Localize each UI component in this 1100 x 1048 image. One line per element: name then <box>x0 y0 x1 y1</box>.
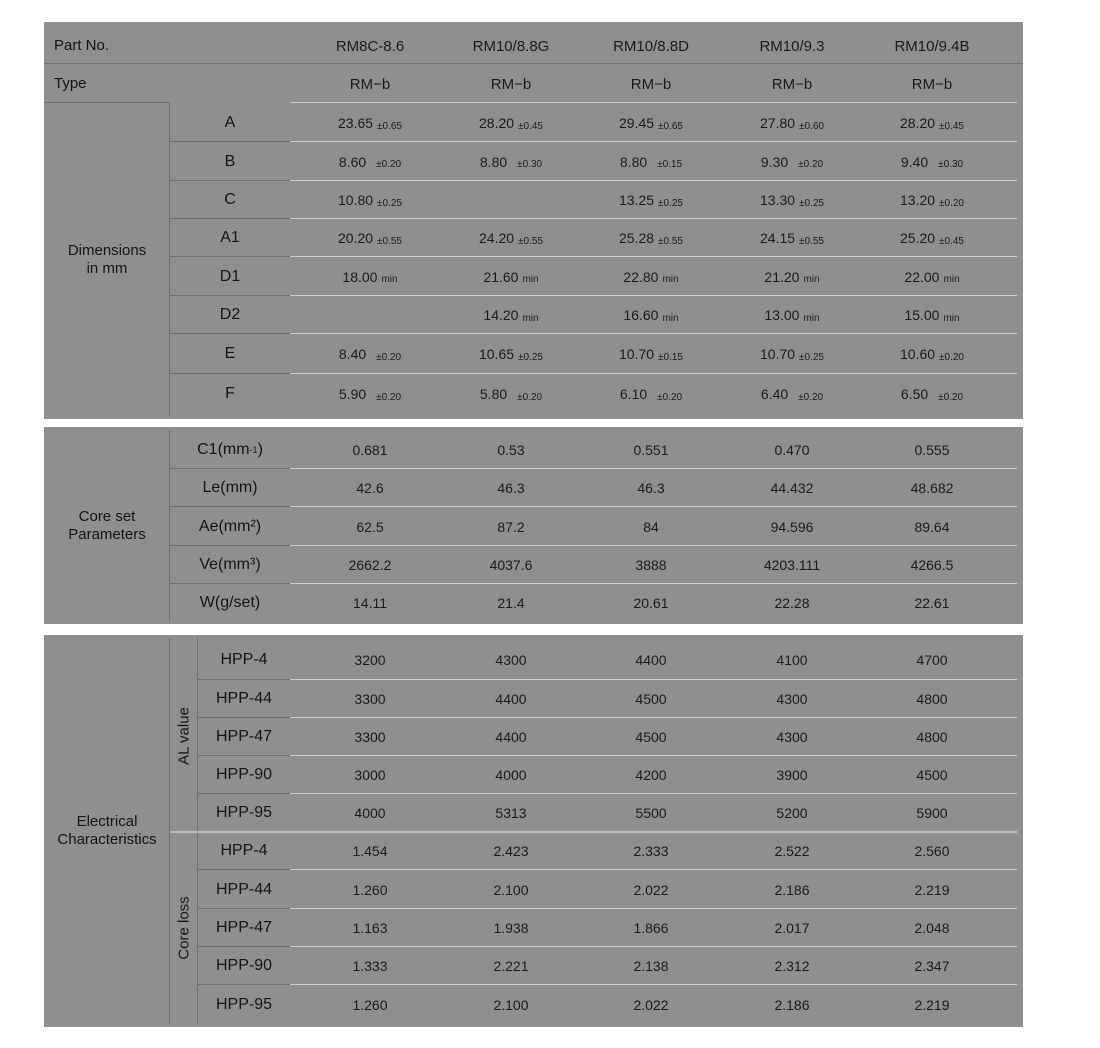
value: 24.20 <box>479 230 515 246</box>
tolerance: ±0.20 <box>939 197 964 209</box>
core-loss-row-label: HPP-47 <box>215 919 273 936</box>
dimension-value <box>862 181 1002 219</box>
dimension-value <box>581 374 721 414</box>
value: 10.70 <box>619 346 655 362</box>
value: 15.00 <box>904 307 940 323</box>
core-loss-value: 2.022 <box>633 881 669 898</box>
value: 8.40 <box>338 346 367 362</box>
dimension-value <box>722 296 862 334</box>
dimension-row-label: B <box>224 152 236 170</box>
value: 10.80 <box>338 192 374 208</box>
dimension-row-label: A <box>224 114 236 131</box>
core-loss-value: 2.219 <box>914 996 950 1013</box>
label-text: Ve(mm³) <box>199 556 261 573</box>
dimension-value <box>722 104 862 142</box>
tolerance: min <box>662 274 679 285</box>
dimension-value <box>862 296 1002 334</box>
value: 10.60 <box>900 346 936 362</box>
al-value-value: 4100 <box>776 652 808 668</box>
part-number-header: RM10/8.8G <box>472 37 550 55</box>
tolerance: min <box>522 312 539 324</box>
type-value: RM−b <box>630 75 672 93</box>
tolerance: ±0.55 <box>518 235 543 247</box>
value: 28.20 <box>900 115 936 131</box>
al-value-row-label: HPP-44 <box>215 690 273 707</box>
tolerance: ±0.20 <box>376 351 402 363</box>
divider-type <box>44 102 170 103</box>
value: 8.80 <box>479 153 508 170</box>
dimension-row-label: D2 <box>219 306 241 323</box>
tolerance: min <box>662 312 679 324</box>
tolerance: ±0.65 <box>658 120 683 132</box>
core-set-value: 22.61 <box>914 594 950 611</box>
dimension-value <box>441 374 581 414</box>
core-set-value: 14.11 <box>353 594 387 611</box>
core-set-value: 0.681 <box>352 441 388 458</box>
core-set-value: 46.3 <box>497 480 525 496</box>
tolerance: ±0.25 <box>658 197 683 209</box>
al-value-row-label: HPP-90 <box>215 766 273 783</box>
core-loss-value: 2.221 <box>493 958 529 974</box>
dimension-value <box>300 104 440 142</box>
dimension-value <box>581 296 721 334</box>
label-text: W(g/set) <box>199 593 261 611</box>
value: 13.20 <box>900 192 936 208</box>
al-value-value: 4800 <box>916 729 948 745</box>
dimension-value <box>862 257 1002 296</box>
dimension-row-label: D1 <box>219 267 241 285</box>
value: 28.20 <box>479 115 515 131</box>
al-value-value: 4300 <box>776 729 808 745</box>
value: 23.65 <box>338 115 374 131</box>
al-value-value: 5500 <box>635 805 667 821</box>
tolerance: ±0.20 <box>657 391 683 403</box>
dimension-value <box>441 334 581 374</box>
core-set-value: 42.6 <box>356 480 384 496</box>
value: 13.00 <box>764 307 800 323</box>
value: 21.20 <box>764 268 800 285</box>
tolerance: ±0.60 <box>799 120 824 132</box>
core-set-value: 44.432 <box>770 480 814 496</box>
core-set-value: 87.2 <box>497 518 525 535</box>
value: 8.60 <box>338 153 367 170</box>
type-value: RM−b <box>771 75 813 93</box>
core-set-value: 4037.6 <box>489 557 533 573</box>
al-value-row-label: HPP-4 <box>220 651 268 668</box>
value: 6.50 <box>900 386 929 402</box>
al-value-value: 5313 <box>495 805 527 821</box>
dimension-row-label: E <box>224 345 236 362</box>
dimension-row-label: A1 <box>220 229 240 246</box>
core-set-value: 3888 <box>635 557 667 573</box>
core-loss-value: 1.454 <box>352 843 388 859</box>
dimension-value <box>441 142 581 181</box>
dimension-value <box>581 104 721 142</box>
dimensions-group-label: Dimensions in mm <box>67 242 147 277</box>
tolerance: ±0.45 <box>518 120 543 132</box>
al-value-value: 3000 <box>354 767 386 783</box>
core-set-value: 0.551 <box>633 441 669 458</box>
core-set-value: 48.682 <box>910 480 954 496</box>
core-loss-value: 1.938 <box>493 920 529 936</box>
al-value-value: 4800 <box>916 691 948 707</box>
value: 20.20 <box>338 230 374 246</box>
al-value-value: 3300 <box>354 729 386 745</box>
core-set-group-label: Core set Parameters <box>68 507 146 543</box>
label-text: Ae(mm²) <box>198 517 262 535</box>
tolerance: ±0.45 <box>939 235 964 247</box>
al-value-value: 5200 <box>776 805 808 821</box>
value: 21.60 <box>483 268 519 285</box>
value: 6.40 <box>760 386 789 402</box>
dimension-value <box>862 334 1002 374</box>
tolerance: min <box>803 312 820 324</box>
value: 14.20 <box>483 307 519 323</box>
dimension-row-label: C <box>224 191 236 208</box>
dimension-value <box>862 142 1002 181</box>
al-value-value: 4700 <box>916 652 948 668</box>
core-loss-value: 2.138 <box>633 958 669 974</box>
core-loss-row-label: HPP-95 <box>215 995 273 1013</box>
core-set-value: 89.64 <box>914 518 950 535</box>
tolerance: ±0.30 <box>517 159 543 170</box>
dimension-value <box>441 181 581 219</box>
core-loss-value: 2.100 <box>493 996 529 1013</box>
value: 22.80 <box>623 268 659 285</box>
al-value-value: 4300 <box>495 652 527 668</box>
dimension-value <box>722 257 862 296</box>
tolerance: ±0.20 <box>517 391 543 403</box>
dimension-value <box>441 104 581 142</box>
value: 16.60 <box>623 307 659 323</box>
core-loss-value: 2.022 <box>633 996 669 1013</box>
core-loss-value: 2.423 <box>493 843 529 859</box>
tolerance: ±0.20 <box>798 391 824 403</box>
core-set-value: 84 <box>643 518 659 535</box>
tolerance: min <box>381 274 398 285</box>
tolerance: ±0.25 <box>799 351 824 363</box>
dimension-value <box>441 296 581 334</box>
core-set-value: 0.470 <box>774 441 810 458</box>
part-number-header: RM10/9.4B <box>894 37 970 55</box>
dimension-value <box>300 219 440 257</box>
type-value: RM−b <box>911 75 953 93</box>
value: 18.00 <box>342 268 378 285</box>
dimension-value <box>862 104 1002 142</box>
row-divider <box>290 102 1017 103</box>
core-loss-row-label: HPP-44 <box>215 880 273 898</box>
dimension-value <box>300 296 440 334</box>
dimension-value <box>722 334 862 374</box>
tolerance: ±0.20 <box>939 351 964 363</box>
type-value: RM−b <box>349 75 391 93</box>
tolerance: ±0.15 <box>658 351 683 363</box>
type-label: Type <box>54 74 87 92</box>
dimension-value <box>441 219 581 257</box>
value: 25.20 <box>900 230 936 246</box>
al-value-value: 3200 <box>354 652 386 668</box>
al-value-row-label: HPP-47 <box>215 728 273 745</box>
tolerance: ±0.65 <box>377 120 402 132</box>
core-loss-value: 1.333 <box>352 958 388 974</box>
value: 27.80 <box>760 115 796 131</box>
core-loss-row-label: HPP-90 <box>215 957 273 974</box>
part-number-header: RM10/8.8D <box>613 37 689 55</box>
dimension-value <box>300 142 440 181</box>
core-set-row-label <box>170 584 290 621</box>
core-set-value: 4203.111 <box>763 557 821 573</box>
al-value-value: 4400 <box>635 652 667 668</box>
core-set-value: 0.53 <box>497 441 525 458</box>
tolerance: ±0.25 <box>518 351 543 363</box>
al-value-value: 4300 <box>776 691 808 707</box>
electrical-group-label: Electrical Characteristics <box>57 813 157 848</box>
tolerance: ±0.20 <box>376 391 402 403</box>
core-loss-value: 2.333 <box>633 843 669 859</box>
tolerance: ±0.20 <box>376 159 402 170</box>
label-text: Le(mm) <box>202 479 258 496</box>
tolerance: min <box>803 274 820 285</box>
core-set-value: 46.3 <box>637 480 665 496</box>
type-value: RM−b <box>490 75 532 93</box>
value: 5.90 <box>338 386 367 402</box>
tolerance: ±0.55 <box>658 235 683 247</box>
core-loss-label: Core loss <box>175 896 193 960</box>
part-no-label: Part No. <box>54 36 110 54</box>
tolerance: ±0.55 <box>799 235 824 247</box>
dimension-value <box>862 219 1002 257</box>
core-loss-value: 2.017 <box>774 920 810 936</box>
dimension-value <box>581 181 721 219</box>
al-value-value: 3300 <box>354 691 386 707</box>
core-loss-value: 2.312 <box>774 958 810 974</box>
value: 9.40 <box>900 153 929 170</box>
tolerance: ±0.25 <box>377 197 402 209</box>
dimension-value <box>722 181 862 219</box>
dimension-value <box>581 142 721 181</box>
core-loss-value: 2.219 <box>914 881 950 898</box>
dimension-value <box>722 142 862 181</box>
tolerance: ±0.30 <box>938 159 964 170</box>
value: 29.45 <box>619 115 655 131</box>
dimension-value <box>581 219 721 257</box>
tolerance: min <box>522 274 539 285</box>
label-text: ) <box>257 440 263 458</box>
core-set-row-label <box>170 430 290 469</box>
dimension-value <box>300 257 440 296</box>
dimension-value <box>862 374 1002 414</box>
tolerance: ±0.20 <box>938 391 964 403</box>
part-number-header: RM8C-8.6 <box>335 37 405 55</box>
value: 9.30 <box>760 153 789 170</box>
al-value-label: AL value <box>175 707 193 765</box>
core-set-value: 22.28 <box>774 594 810 611</box>
dimension-value <box>722 374 862 414</box>
tolerance: min <box>943 312 960 324</box>
core-loss-value: 1.260 <box>352 881 388 898</box>
value: 6.10 <box>619 386 648 402</box>
core-loss-value: 1.260 <box>352 996 388 1013</box>
tolerance: ±0.20 <box>798 159 824 170</box>
core-set-value: 4266.5 <box>910 557 954 573</box>
al-value-value: 4000 <box>495 767 527 783</box>
dimension-value <box>722 219 862 257</box>
dimension-value <box>300 334 440 374</box>
value: 10.70 <box>760 346 796 362</box>
part-number-header: RM10/9.3 <box>759 37 825 55</box>
core-loss-value: 2.100 <box>493 881 529 898</box>
core-loss-row-label: HPP-4 <box>220 842 268 859</box>
tolerance: ±0.55 <box>377 235 402 247</box>
tolerance: min <box>943 274 960 285</box>
value: 8.80 <box>619 153 648 170</box>
core-set-row-label <box>170 507 290 546</box>
al-value-value: 4400 <box>495 691 527 707</box>
core-loss-value: 2.347 <box>914 958 950 974</box>
dimension-value <box>441 257 581 296</box>
core-set-value: 62.5 <box>356 518 384 535</box>
al-value-value: 3900 <box>776 767 808 783</box>
al-value-value: 5900 <box>916 805 948 821</box>
al-value-value: 4400 <box>495 729 527 745</box>
dimension-value <box>581 257 721 296</box>
value: 22.00 <box>904 268 940 285</box>
label-superscript: -1 <box>249 444 258 455</box>
al-value-value: 4500 <box>916 767 948 783</box>
core-loss-value: 1.163 <box>352 920 388 936</box>
core-loss-value: 2.048 <box>914 920 950 936</box>
al-value-value: 4200 <box>635 767 667 783</box>
dimension-value <box>300 374 440 414</box>
core-loss-value: 2.522 <box>774 843 810 859</box>
dimension-value <box>300 181 440 219</box>
value: 24.15 <box>760 230 796 246</box>
value: 25.28 <box>619 230 655 246</box>
core-set-value: 2662.2 <box>348 557 392 573</box>
al-value-value: 4500 <box>635 729 667 745</box>
value: 13.30 <box>760 192 796 208</box>
core-loss-value: 2.560 <box>914 843 950 859</box>
core-set-value: 21.4 <box>497 594 525 611</box>
tolerance: ±0.15 <box>657 159 683 170</box>
core-loss-value: 1.866 <box>633 920 669 936</box>
core-set-value: 0.555 <box>914 441 950 458</box>
label-text: C1(mm <box>197 440 250 458</box>
dimension-row-label: F <box>225 385 235 402</box>
core-loss-value: 2.186 <box>774 881 810 898</box>
core-set-value: 20.61 <box>633 594 669 611</box>
core-set-value: 94.596 <box>770 518 814 535</box>
value: 10.65 <box>479 346 515 362</box>
al-value-row-label: HPP-95 <box>215 804 273 821</box>
tolerance: ±0.25 <box>799 197 824 209</box>
value: 13.25 <box>619 192 655 208</box>
core-set-row-label <box>170 469 290 507</box>
al-value-value: 4500 <box>635 691 667 707</box>
dimension-value <box>581 334 721 374</box>
core-loss-value: 2.186 <box>774 996 810 1013</box>
value: 5.80 <box>479 386 508 402</box>
tolerance: ±0.45 <box>939 120 964 132</box>
core-set-row-label <box>170 546 290 584</box>
al-value-value: 4000 <box>354 805 386 821</box>
